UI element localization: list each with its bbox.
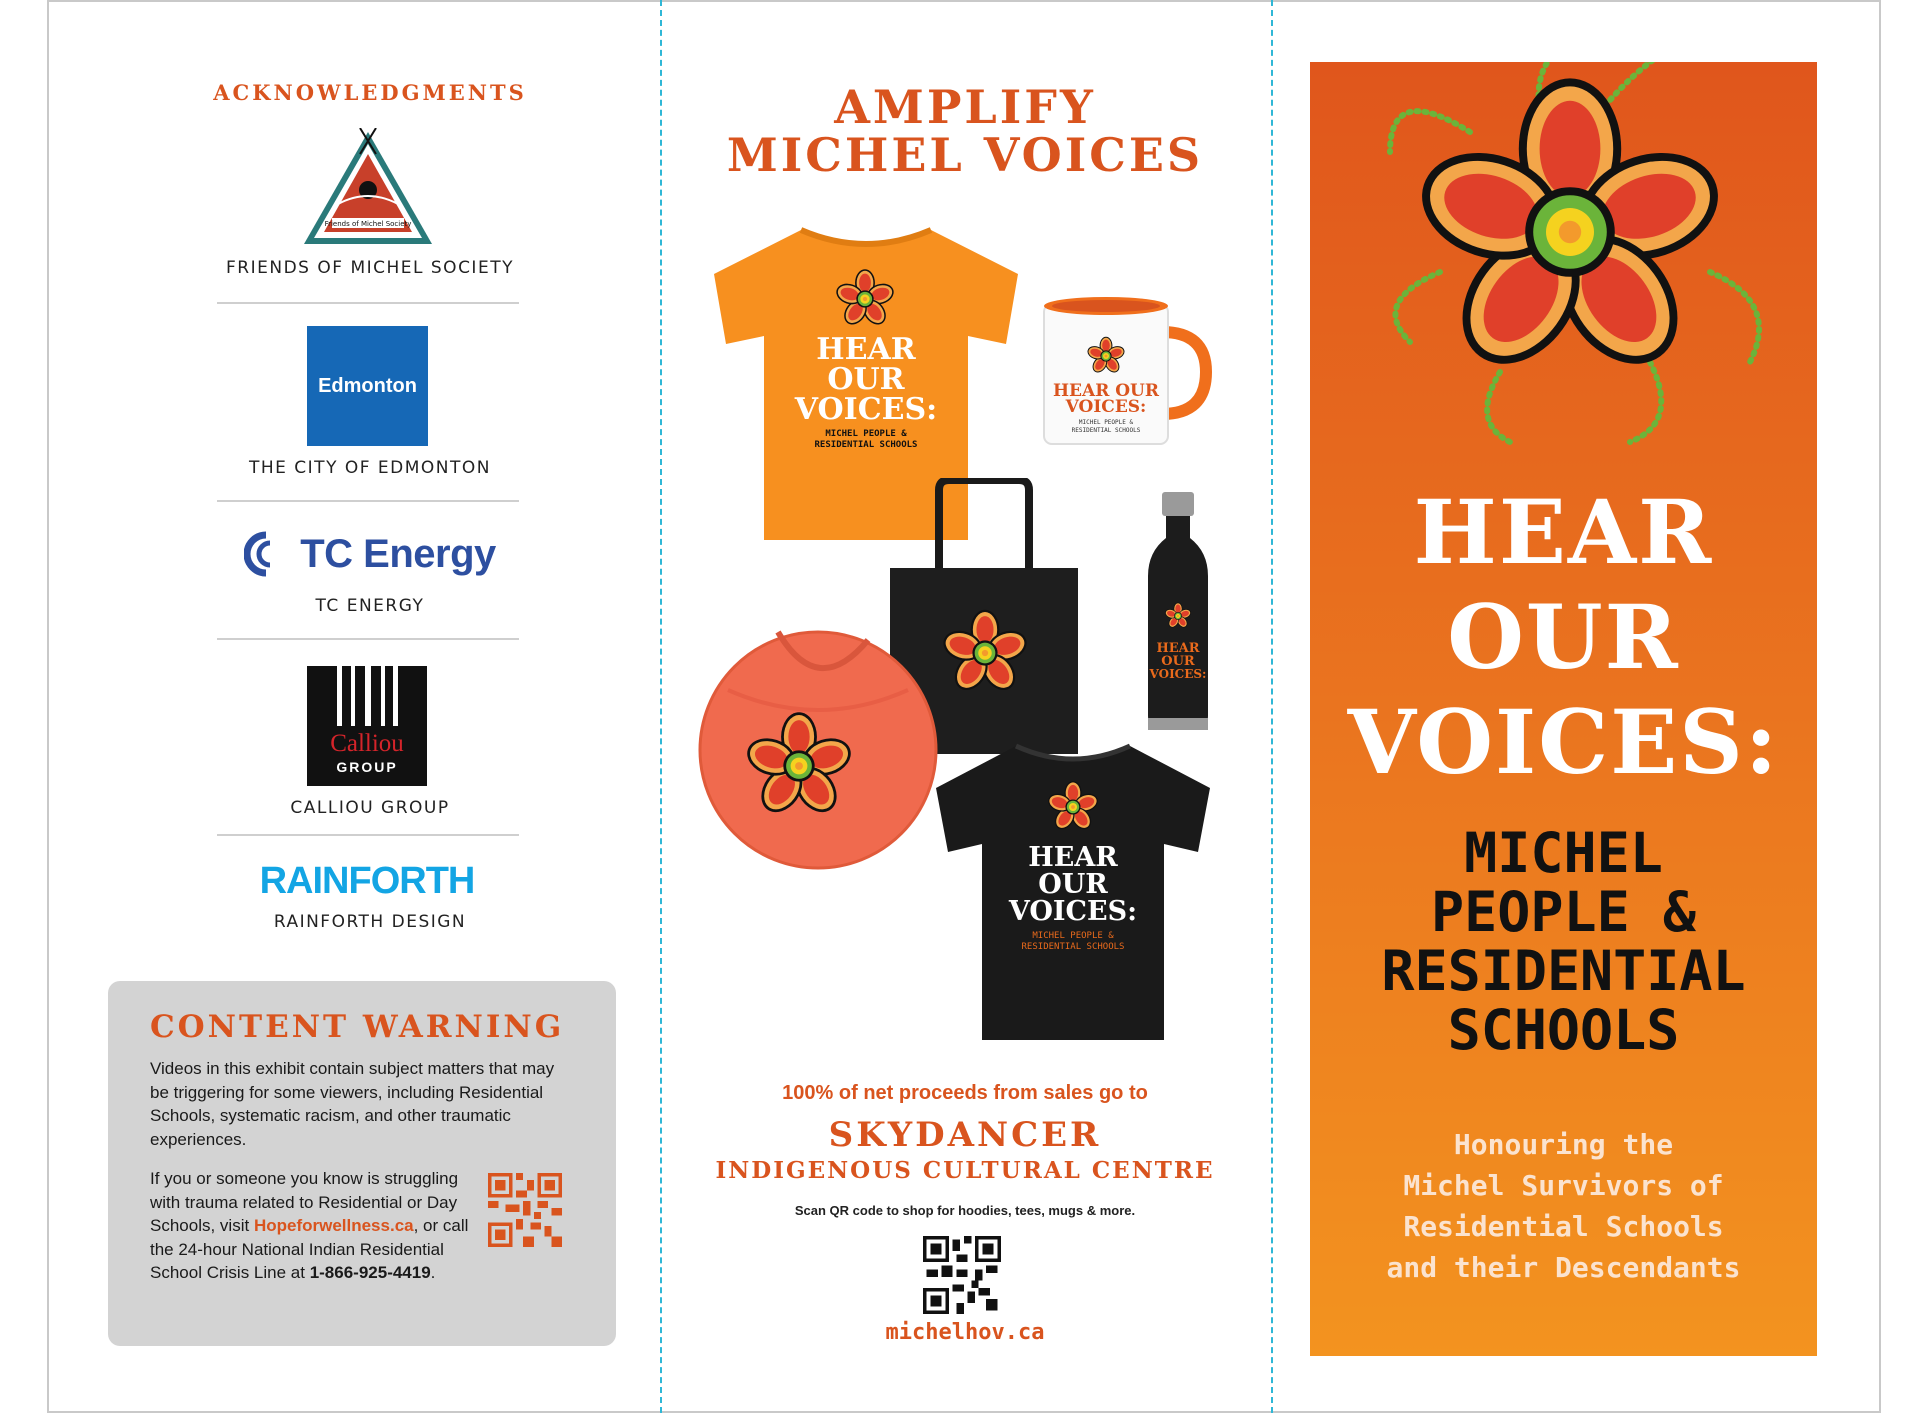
- amplify-title-line2: MICHEL VOICES: [726, 128, 1204, 182]
- edmonton-logo-text: Edmonton: [318, 374, 417, 397]
- crisis-line-phone[interactable]: 1-866-925-4419: [309, 1263, 431, 1282]
- hoodie-image[interactable]: [698, 630, 938, 870]
- divider: [217, 302, 519, 304]
- tshirt-subtext: MICHEL PEOPLE &: [1032, 931, 1114, 941]
- content-warning-title: CONTENT WARNING: [150, 1009, 565, 1045]
- tshirt-text: OUR: [1038, 869, 1108, 900]
- birch-trees-icon: [307, 666, 427, 728]
- cover-subtitle-line: RESIDENTIAL: [1381, 939, 1746, 1003]
- content-warning-paragraph: Videos in this exhibit contain subject matters that may be triggering for some viewers, including Residential Schools, systematic racism, and other traumatic experiences.: [150, 1059, 555, 1149]
- proceeds-text: 100% of net proceeds from sales go to: [782, 1082, 1148, 1104]
- qr-code-icon[interactable]: [923, 1236, 1001, 1314]
- skydancer-name: SKYDANCER: [828, 1115, 1102, 1155]
- support-text: .: [430, 1263, 436, 1282]
- sponsor-label-rainforth: RAINFORTH DESIGN: [273, 912, 467, 932]
- cover-title-line1: HEAR: [1413, 480, 1714, 584]
- edmonton-logo-icon: [307, 326, 428, 446]
- water-bottle-image[interactable]: [1142, 492, 1214, 742]
- cover-title-line2: OUR: [1447, 585, 1680, 689]
- divider: [217, 638, 519, 640]
- mug-subtext: RESIDENTIAL SCHOOLS: [1071, 427, 1141, 434]
- hopeforwellness-link[interactable]: Hopeforwellness.ca: [253, 1216, 414, 1235]
- cover-panel: [1310, 62, 1817, 1356]
- fold-line-right: [1271, 0, 1273, 1413]
- divider: [217, 834, 519, 836]
- acknowledgments-title: ACKNOWLEDGMENTS: [213, 80, 527, 105]
- bottle-text: OUR: [1161, 654, 1195, 669]
- cover-tagline-line: Residential Schools: [1403, 1210, 1724, 1243]
- beaded-flower-icon: [1350, 62, 1790, 462]
- support-paragraph: [150, 1167, 480, 1285]
- fold-line-left: [660, 0, 662, 1413]
- amplify-title-line1: AMPLIFY: [834, 80, 1096, 134]
- sponsor-label-calliou: CALLIOU GROUP: [290, 798, 450, 818]
- rainforth-logo-icon: RAINFORTH: [259, 860, 475, 902]
- divider: [217, 500, 519, 502]
- tshirt-text: HEAR: [1028, 842, 1118, 873]
- tshirt-subtext: RESIDENTIAL SCHOOLS: [1021, 942, 1125, 952]
- mug-image[interactable]: [1034, 292, 1214, 452]
- cover-tagline: [1310, 1124, 1817, 1288]
- sponsor-label-tc-energy: TC ENERGY: [315, 596, 425, 616]
- calliou-logo-icon: [307, 666, 427, 786]
- cover-tagline-line: Michel Survivors of: [1403, 1169, 1724, 1202]
- bottle-text: VOICES:: [1149, 667, 1207, 681]
- sponsor-label-friends: FRIENDS OF MICHEL SOCIETY: [226, 258, 514, 278]
- qr-code-icon[interactable]: [488, 1173, 562, 1247]
- website-link[interactable]: michelhov.ca: [885, 1320, 1045, 1345]
- cover-subtitle: [1310, 821, 1817, 1062]
- tshirt-text: HEAR: [816, 332, 916, 367]
- tshirt-text: OUR: [827, 362, 905, 397]
- support-text: , or call the 24-hour National Indian Residential School Crisis Line at: [150, 1216, 469, 1282]
- content-warning-box: [108, 981, 616, 1346]
- scan-instruction: Scan QR code to shop for hoodies, tees, mugs & more.: [794, 1203, 1136, 1218]
- calliou-logo-text: Calliou: [330, 730, 404, 757]
- bottle-text: HEAR: [1156, 641, 1200, 656]
- tshirt-text: VOICES:: [794, 392, 938, 427]
- mug-text: VOICES:: [1065, 397, 1147, 417]
- sponsor-label-edmonton: THE CITY OF EDMONTON: [248, 458, 491, 478]
- teepee-logo-text: Friends of Michel Society: [324, 220, 412, 228]
- black-tshirt-image[interactable]: [928, 740, 1218, 1046]
- calliou-logo-subtext: GROUP: [336, 759, 398, 775]
- cover-subtitle-line: PEOPLE &: [1431, 880, 1696, 944]
- tc-energy-logo-text: TC Energy: [300, 531, 496, 576]
- mug-text: HEAR OUR: [1052, 381, 1160, 401]
- cover-tagline-line: Honouring the: [1453, 1128, 1674, 1161]
- cover-title-line3: VOICES:: [1347, 690, 1780, 794]
- tc-energy-swirl-icon: [244, 529, 294, 579]
- cover-tagline-line: and their Descendants: [1386, 1251, 1741, 1284]
- cover-subtitle-line: SCHOOLS: [1447, 998, 1680, 1062]
- tshirt-subtext: RESIDENTIAL SCHOOLS: [814, 440, 918, 450]
- mug-subtext: MICHEL PEOPLE &: [1078, 419, 1134, 426]
- teepee-logo-icon: [298, 128, 438, 248]
- tshirt-subtext: MICHEL PEOPLE &: [825, 429, 907, 439]
- cultural-centre-name: INDIGENOUS CULTURAL CENTRE: [715, 1157, 1215, 1184]
- tc-energy-logo-icon: [240, 524, 500, 584]
- cover-subtitle-line: MICHEL: [1464, 821, 1663, 885]
- tshirt-text: VOICES:: [1008, 896, 1138, 927]
- support-text: If you or someone you know is struggling with trauma related to Residential or Day Schools, visit: [150, 1169, 459, 1235]
